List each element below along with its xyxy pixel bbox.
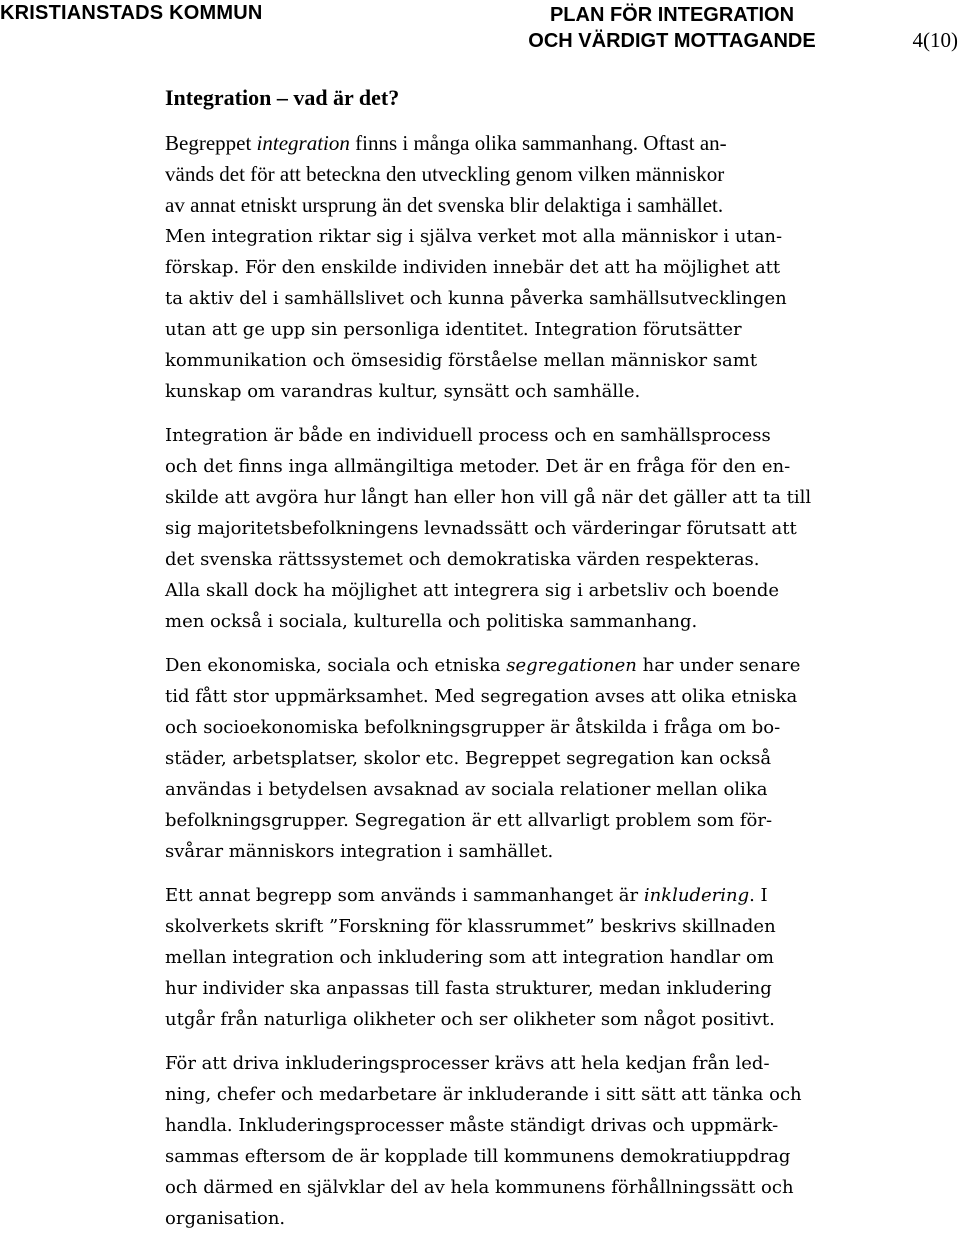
paragraph-line: svårar människors integration i samhället. <box>165 841 554 862</box>
paragraph-line: vänds det för att beteckna den utveckling genom vilken människor <box>165 162 725 186</box>
document-title-line-2: OCH VÄRDIGT MOTTAGANDE <box>528 30 816 52</box>
paragraph-line: och socioekonomiska befolkningsgrupper är åtskilda i fråga om bo- <box>165 717 781 738</box>
paragraph-line: och det finns inga allmängiltiga metoder. Det är en fråga för den en- <box>165 456 791 477</box>
paragraph-line: det svenska rättssystemet och demokratiska värden respekteras. <box>165 549 760 570</box>
paragraph-line: hur individer ska anpassas till fasta strukturer, medan inkludering <box>165 978 772 999</box>
paragraph-line: städer, arbetsplatser, skolor etc. Begreppet segregation kan också <box>165 748 772 769</box>
paragraph-line: utan att ge upp sin personliga identitet. Integration förutsätter <box>165 319 742 340</box>
paragraph-line: av annat etniskt ursprung än det svenska blir delaktiga i samhället. <box>165 193 724 217</box>
paragraph-line <box>165 880 865 911</box>
text-run: Ett annat begrepp som används i sammanhanget är <box>165 885 644 906</box>
paragraph-line: mellan integration och inkludering som att integration handlar om <box>165 947 774 968</box>
paragraph-line: Men integration riktar sig i själva verket mot alla människor i utan- <box>165 226 783 247</box>
paragraph-line: men också i sociala, kulturella och politiska sammanhang. <box>165 611 698 632</box>
paragraph-line: förskap. För den enskilde individen innebär det att ha möjlighet att <box>165 257 781 278</box>
text-run: har under senare <box>636 655 801 676</box>
paragraph-line: Integration är både en individuell process och en samhällsprocess <box>165 425 771 446</box>
paragraph-line: skolverkets skrift ”Forskning för klassrummet” beskrivs skillnaden <box>165 916 776 937</box>
paragraph-line: skilde att avgöra hur långt han eller hon vill gå när det gäller att ta till <box>165 487 812 508</box>
text-run: Den ekonomiska, sociala och etniska <box>165 655 507 676</box>
paragraph-line: Alla skall dock ha möjlighet att integrera sig i arbetsliv och boende <box>165 580 780 601</box>
emphasis-term: integration <box>256 131 350 155</box>
text-run: Begreppet <box>165 131 257 155</box>
paragraph-line <box>165 650 865 681</box>
paragraph-line: kunskap om varandras kultur, synsätt och samhälle. <box>165 381 641 402</box>
document-title-line-1: PLAN FÖR INTEGRATION <box>549 4 795 26</box>
paragraph-line: ning, chefer och medarbetare är inkluderande i sitt sätt att tänka och <box>165 1084 802 1105</box>
paragraph-line: ta aktiv del i samhällslivet och kunna påverka samhällsutvecklingen <box>165 288 787 309</box>
paragraph-1 <box>165 128 865 407</box>
paragraph-line: användas i betydelsen avsaknad av sociala relationer mellan olika <box>165 779 768 800</box>
paragraph-line: handla. Inkluderingsprocesser måste ständigt drivas och uppmärk- <box>165 1115 779 1136</box>
emphasis-term: inkludering <box>643 885 750 906</box>
paragraph-line: befolkningsgrupper. Segregation är ett allvarligt problem som för- <box>165 810 773 831</box>
paragraph-3 <box>165 650 865 867</box>
paragraph-5 <box>165 1048 865 1234</box>
paragraph-line: sammas eftersom de är kopplade till kommunens demokratiuppdrag <box>165 1146 791 1167</box>
section-heading: Integration – vad är det? <box>165 85 400 110</box>
emphasis-term: segregationen <box>506 655 637 676</box>
document-title <box>482 2 862 54</box>
paragraph-4 <box>165 880 865 1035</box>
document-body <box>165 84 865 1247</box>
paragraph-line: och därmed en självklar del av hela kommunens förhållningssätt och <box>165 1177 794 1198</box>
text-run: finns i många olika sammanhang. Oftast an- <box>349 131 727 155</box>
text-run: . I <box>749 885 768 906</box>
organization-name: KRISTIANSTADS KOMMUN <box>0 2 263 24</box>
paragraph-line <box>165 128 865 159</box>
paragraph-line: kommunikation och ömsesidig förståelse mellan människor samt <box>165 350 758 371</box>
paragraph-line: För att driva inkluderingsprocesser krävs att hela kedjan från led- <box>165 1053 770 1074</box>
page-number: 4(10) <box>912 28 958 52</box>
paragraph-line: utgår från naturliga olikheter och ser olikheter som något positivt. <box>165 1009 775 1030</box>
paragraph-line: sig majoritetsbefolkningens levnadssätt och värderingar förutsatt att <box>165 518 797 539</box>
paragraph-2 <box>165 420 865 637</box>
paragraph-line: tid fått stor uppmärksamhet. Med segregation avses att olika etniska <box>165 686 798 707</box>
paragraph-line: organisation. <box>165 1208 286 1229</box>
